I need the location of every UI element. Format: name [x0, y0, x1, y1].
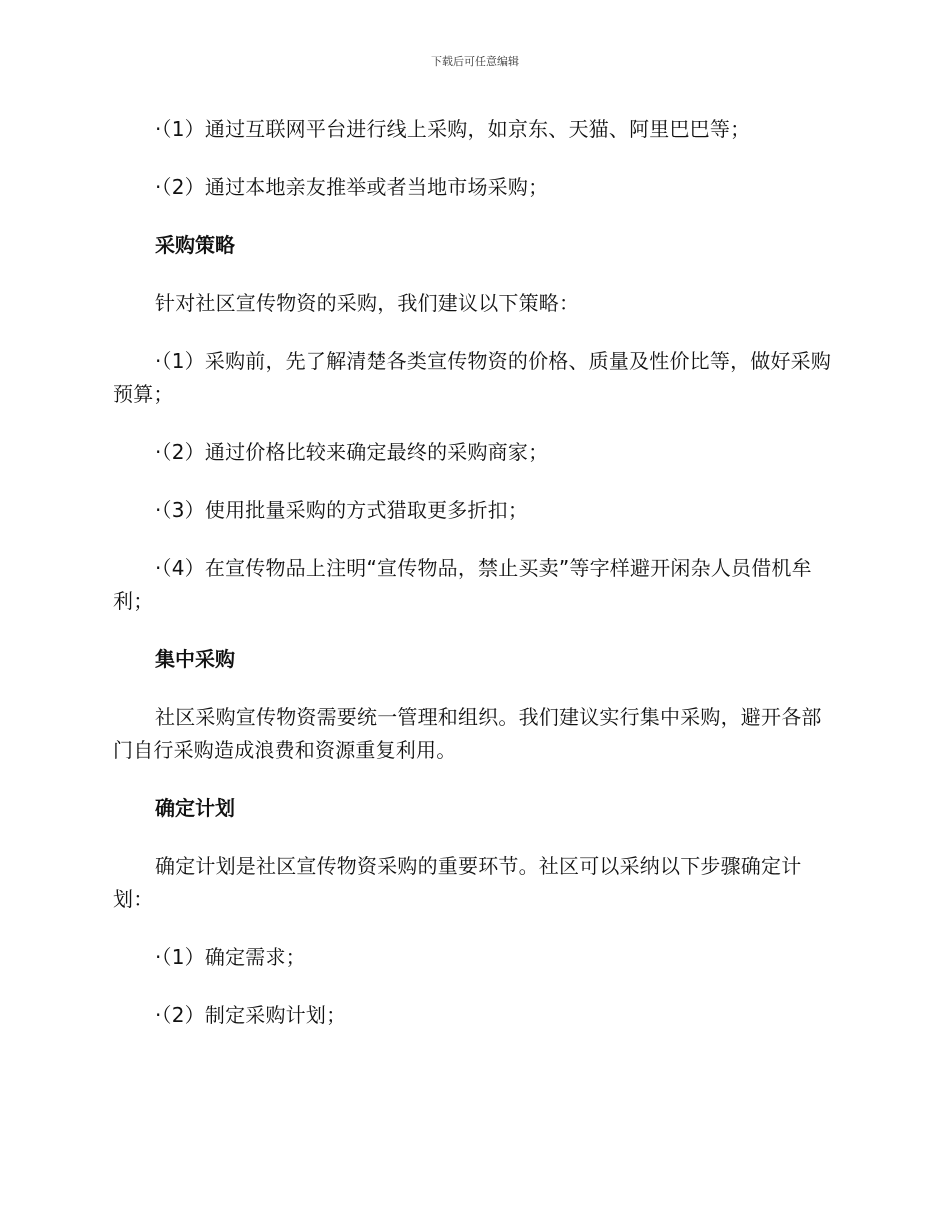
list-item-local-purchase: ·（2）通过本地亲友推举或者当地市场采购； — [155, 175, 549, 199]
paragraph-strategy-intro: 针对社区宣传物资的采购，我们建议以下策略： — [155, 291, 580, 315]
list-item-online-purchase: ·（1）通过互联网平台进行线上采购，如京东、天猫、阿里巴巴等； — [155, 117, 751, 141]
section-heading-strategy: 采购策略 — [155, 233, 235, 257]
paragraph-central-purchase: 社区采购宣传物资需要统一管理和组织。我们建议实行集中采购，避开各部门自行采购造成浪费和资源重复利用。 — [113, 705, 822, 762]
list-item-bulk-discount: ·（3）使用批量采购的方式猎取更多折扣； — [155, 498, 529, 522]
section-heading-plan: 确定计划 — [155, 796, 235, 820]
list-item-budget: ·（1）采购前，先了解清楚各类宣传物资的价格、质量及性价比等，做好采购预算； — [113, 349, 832, 406]
list-item-make-plan: ·（2）制定采购计划； — [155, 1003, 347, 1027]
section-heading-central-purchase: 集中采购 — [155, 647, 235, 671]
list-item-label-items: ·（4）在宣传物品上注明“宣传物品，禁止买卖”等字样避开闲杂人员借机牟利； — [113, 556, 812, 613]
paragraph-plan-intro: 确定计划是社区宣传物资采购的重要环节。社区可以采纳以下步骤确定计划： — [113, 854, 802, 911]
page-header: 下载后可任意编辑 — [431, 55, 519, 68]
list-item-price-compare: ·（2）通过价格比较来确定最终的采购商家； — [155, 440, 549, 464]
list-item-define-needs: ·（1）确定需求； — [155, 945, 306, 969]
document-body — [113, 113, 835, 1032]
